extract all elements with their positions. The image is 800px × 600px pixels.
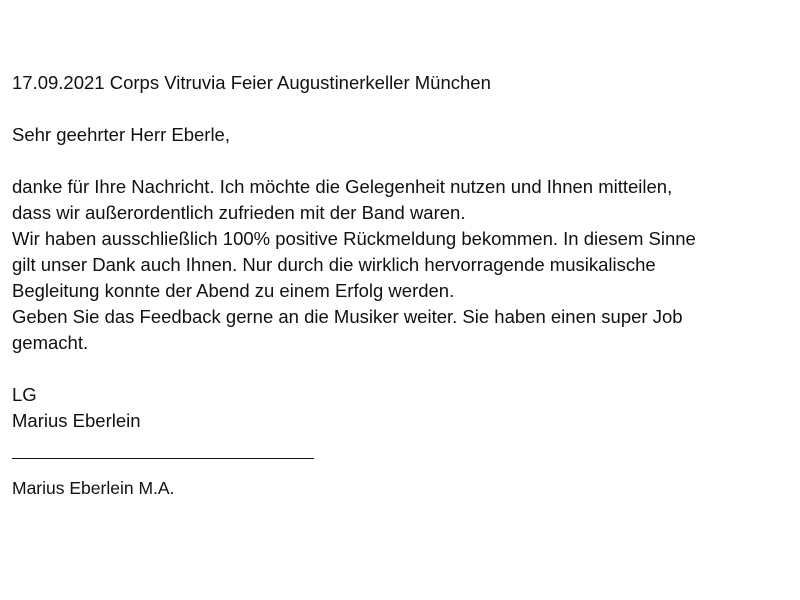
body-line: gilt unser Dank auch Ihnen. Nur durch die wirklich hervorragende musikalische xyxy=(12,254,656,275)
body-line: danke für Ihre Nachricht. Ich möchte die Gelegenheit nutzen und Ihnen mitteilen, xyxy=(12,176,673,197)
body-line: dass wir außerordentlich zufrieden mit der Band waren. xyxy=(12,202,466,223)
spacer xyxy=(12,96,792,122)
body-line: gemacht. xyxy=(12,332,89,353)
letter-closing: LG xyxy=(12,384,37,405)
signature-line xyxy=(12,458,314,459)
spacer xyxy=(12,356,792,382)
letter-document xyxy=(12,70,792,501)
spacer xyxy=(12,148,792,174)
body-line: Wir haben ausschließlich 100% positive Rückmeldung bekommen. In diesem Sinne xyxy=(12,228,696,249)
body-line: Begleitung konnte der Abend zu einem Erfolg werden. xyxy=(12,280,455,301)
letter-header: 17.09.2021 Corps Vitruvia Feier Augustinerkeller München xyxy=(12,72,491,93)
body-line: Geben Sie das Feedback gerne an die Musiker weiter. Sie haben einen super Job xyxy=(12,306,683,327)
signature-caption: Marius Eberlein M.A. xyxy=(12,478,175,498)
letter-salutation: Sehr geehrter Herr Eberle, xyxy=(12,124,230,145)
signer-name: Marius Eberlein xyxy=(12,410,141,431)
